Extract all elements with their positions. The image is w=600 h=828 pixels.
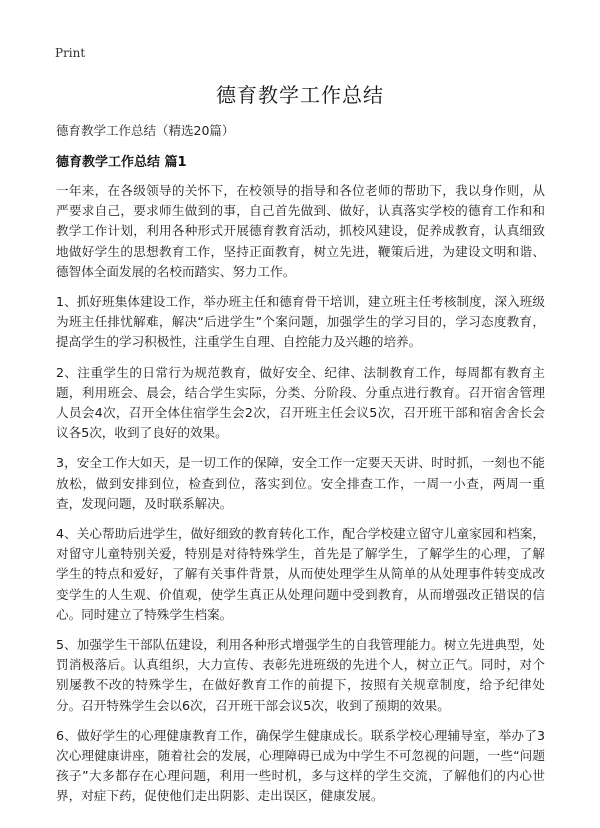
print-label[interactable]: Print	[55, 46, 86, 60]
paragraph-item-5: 5、加强学生干部队伍建设，利用各种形式增强学生的自我管理能力。树立先进典型，处罚消极落后。认真组织，大力宣传、表彰先进班级的先进个人，树立正气。同时，对个别屡教不改的特殊学生，在做好教育工作的前提下，按照有关规章制度，给予纪律处分。召开特殊学生会以6次，召开班干部会议5次，收到了预期的效果。	[56, 637, 545, 713]
paragraph-intro: 一年来，在各级领导的关怀下，在校领导的指导和各位老师的帮助下，我以身作则，从严要求自己，要求师生做到的事，自己首先做到、做好，认真落实学校的德育工作和和教学工作计划，利用各种形式开展德育教育活动，抓校风建设，促养成教育，认真细致地做好学生的思想教育工作，坚持正面教育，树立先进，鞭策后进，为建设文明和谐、德智体全面发展的名校而踏实、努力工作。	[56, 183, 545, 279]
paragraph-item-3: 3，安全工作大如天，是一切工作的保障，安全工作一定要天天讲、时时抓，一刻也不能放松，做到安排到位，检查到位，落实到位。安全排查工作，一周一小查，两周一重查，发现问题，及时联系解决。	[56, 455, 545, 511]
paragraph-item-4: 4、关心帮助后进学生，做好细致的教育转化工作，配合学校建立留守儿童家园和档案，对留守儿童特别关爱，特别是对待特殊学生，首先是了解学生，了解学生的心理，了解学生的特点和爱好，了解有关事件背景，从而使处理学生从简单的从处理事件转变成改变学生的人生观、价值观，使学生真正从处理问题中受到教育，从而增强改正错误的信心。同时建立了特殊学生档案。	[56, 526, 545, 622]
document-body	[56, 181, 545, 817]
paragraph-item-1: 1、抓好班集体建设工作，举办班主任和德育骨干培训，建立班主任考核制度，深入班级为班主任排忧解难，解决“后进学生”个案问题，加强学生的学习目的，学习态度教育，提高学生的学习积极性，注重学生自理、自控能力及兴趣的培养。	[56, 294, 545, 350]
document-subtitle: 德育教学工作总结（精选20篇）	[56, 123, 235, 138]
paragraph-item-6: 6、做好学生的心理健康教育工作，确保学生健康成长。联系学校心理辅导室，举办了3次心理健康讲座，随着社会的发展，心理障碍已成为中学生不可忽视的问题，一些“问题孩子”大多都存在心理问题，利用一些时机，多与这样的学生交流，了解他们的内心世界，对症下药，促使他们走出阴影、走出误区，健康发展。	[56, 727, 545, 804]
section-heading: 德育教学工作总结 篇1	[56, 155, 187, 170]
document-title: 德育教学工作总结	[216, 83, 384, 107]
paragraph-item-2: 2、注重学生的日常行为规范教育，做好安全、纪律、法制教育工作，每周都有教育主题，利用班会、晨会，结合学生实际，分类、分阶段、分重点进行教育。召开宿舍管理人员会4次，召开全体住宿学生会2次，召开班主任会议5次，召开班干部和宿舍舍长会议各5次，收到了良好的效果。	[56, 364, 545, 441]
